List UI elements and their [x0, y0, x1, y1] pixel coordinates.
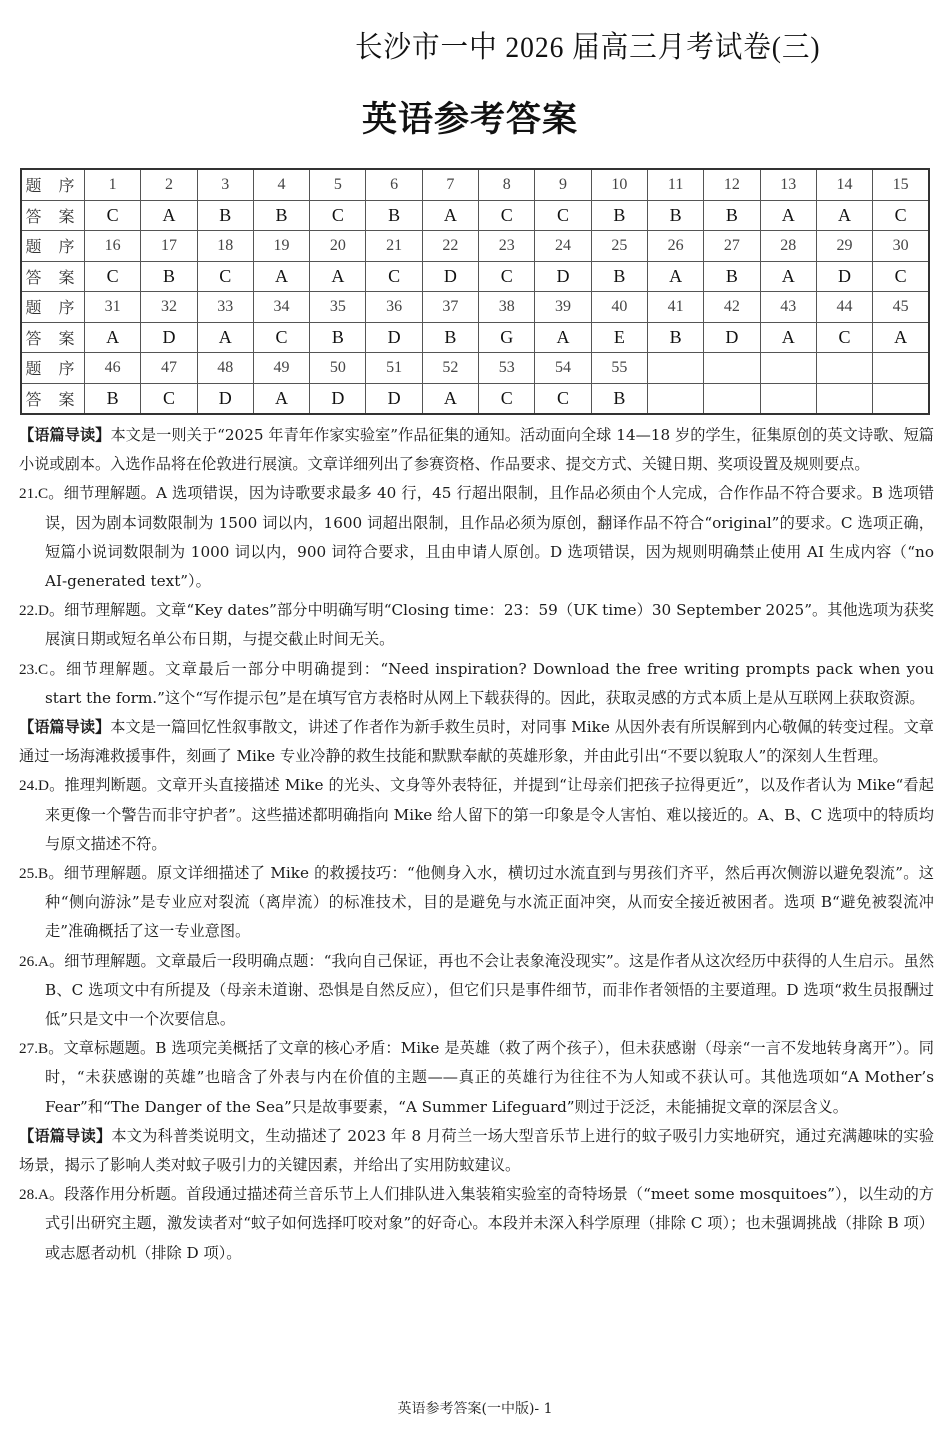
answer-explanation [19, 655, 934, 713]
answer-cell: C [535, 383, 591, 414]
question-answer-label: 23.C。 [19, 660, 67, 678]
guide-text: 本文为科普类说明文，生动描述了 2023 年 8 月荷兰一场大型音乐节上进行的蚊子吸引力实地研究，通过充满趣味的实验场景，揭示了影响人类对蚊子吸引力的关键因素，并给出了实用防蚊建议。 [19, 1126, 935, 1175]
question-number: 55 [591, 353, 647, 384]
question-number: 1 [85, 169, 141, 200]
passage-guide [19, 1122, 934, 1180]
answer-row [21, 200, 929, 231]
answer-cell: C [873, 261, 929, 292]
question-number: 41 [647, 292, 703, 323]
answer-cell: C [816, 322, 872, 353]
answer-cell: A [760, 200, 816, 231]
answer-cell: C [479, 261, 535, 292]
empty-cell [816, 383, 872, 414]
answer-cell: C [85, 200, 141, 231]
answer-cell: C [197, 261, 253, 292]
answer-cell: A [253, 383, 309, 414]
row-label: 答 案 [21, 383, 85, 414]
guide-text: 本文是一则关于“2025 年青年作家实验室”作品征集的通知。活动面向全球 14—18 岁的学生，征集原创的英文诗歌、短篇小说或剧本。入选作品将在伦敦进行展演。文章详细列出了参赛资格、作品要求、提交方式、关键日期、奖项设置及规则要点。 [19, 426, 934, 474]
question-number: 20 [310, 231, 366, 262]
document-title: 英语参考答案 [362, 100, 579, 140]
question-number: 24 [535, 231, 591, 262]
question-number: 43 [760, 292, 816, 323]
question-number: 34 [253, 292, 309, 323]
question-number: 51 [366, 353, 422, 384]
answer-cell: B [85, 383, 141, 414]
answer-cell: D [366, 322, 422, 353]
question-number: 28 [760, 231, 816, 262]
question-number-row [21, 231, 929, 262]
answer-row [21, 383, 929, 414]
answer-cell: C [535, 200, 591, 231]
answer-explanation [19, 1034, 934, 1122]
question-number: 10 [591, 169, 647, 200]
question-number: 6 [366, 169, 422, 200]
answer-cell: A [816, 200, 872, 231]
answer-cell: B [310, 322, 366, 353]
answer-cell: D [141, 322, 197, 353]
answer-cell: A [141, 200, 197, 231]
empty-cell [873, 353, 929, 384]
question-number: 5 [310, 169, 366, 200]
question-number-row [21, 353, 929, 384]
answer-explanation [19, 1180, 934, 1268]
answer-cell: C [366, 261, 422, 292]
answer-cell: B [591, 200, 647, 231]
answer-cell: A [253, 261, 309, 292]
explanation-text: 细节理解题。文章最后一部分中明确提到：“Need inspiration? Download the free writing prompts pack when you start the form.”这个“写作提示包”是在填写官方表格时从网上下载获得的。因此，获取灵感的方式本质上是从互联网上获取资源。 [45, 659, 934, 707]
page-footer: 英语参考答案(一中版)- 1 [397, 1401, 553, 1417]
row-label: 答 案 [21, 322, 85, 353]
explanation-text: 推理判断题。文章开头直接描述 Mike 的光头、文身等外表特征，并提到“让母亲们把孩子拉得更近”，以及作者认为 Mike“看起来更像一个警告而非守护者”。这些描述都明确指向 Mike 给人留下的第一印象是令人害怕、难以接近的。A、B、C 选项中的特质均与原文描述不符。 [45, 776, 934, 853]
question-number: 22 [422, 231, 478, 262]
empty-cell [704, 353, 760, 384]
question-number: 23 [479, 231, 535, 262]
question-number: 11 [647, 169, 703, 200]
answer-cell: B [253, 200, 309, 231]
answer-cell: B [366, 200, 422, 231]
answer-cell: A [647, 261, 703, 292]
question-number: 33 [197, 292, 253, 323]
question-number: 40 [591, 292, 647, 323]
row-label: 题 序 [21, 231, 85, 262]
row-label: 题 序 [21, 292, 85, 323]
explanation-text: 文章标题题。B 选项完美概括了文章的核心矛盾：Mike 是英雄（救了两个孩子），但未获感谢（母亲“一言不发地转身离开”）。同时，“未获感谢的英雄”也暗含了外表与内在价值的主题——真正的英雄行为往往不为人知或不获认可。其他选项如“A Mother’s Fear”和“The Danger of the Sea”只是故事要素，“A Summer Lifeguard”则过于泛泛，未能捕捉文章的深层含义。 [45, 1039, 934, 1116]
question-number: 49 [253, 353, 309, 384]
question-number: 25 [591, 231, 647, 262]
answer-cell: G [479, 322, 535, 353]
answer-cell: C [141, 383, 197, 414]
explanation-text: 细节理解题。原文详细描述了 Mike 的救援技巧：“他侧身入水，横切过水流直到与男孩们齐平，然后再次侧游以避免裂流”。这种“侧向游泳”是专业应对裂流（离岸流）的标准技术，目的是避免与水流正面冲突，从而安全接近被困者。选项 B“避免被裂流冲走”准确概括了这一专业意图。 [45, 864, 934, 941]
answer-cell: E [591, 322, 647, 353]
school-exam-title: 长沙市一中 2026 届高三月考试卷(三) [355, 31, 821, 64]
answer-cell: C [85, 261, 141, 292]
question-number: 52 [422, 353, 478, 384]
question-answer-label: 21.C。 [19, 485, 64, 503]
answer-cell: D [816, 261, 872, 292]
answer-cell: B [704, 261, 760, 292]
question-number: 2 [141, 169, 197, 200]
answer-cell: B [647, 200, 703, 231]
explanation-text: 段落作用分析题。首段通过描述荷兰音乐节上人们排队进入集装箱实验室的奇特场景（“meet some mosquitoes”），以生动的方式引出研究主题，激发读者对“蚊子如何选择叮咬对象”的好奇心。本段并未深入科学原理（排除 C 项）；也未强调挑战（排除 B 项）或志愿者动机（排除 D 项）。 [45, 1185, 934, 1262]
answer-cell: A [760, 261, 816, 292]
answer-row [21, 261, 929, 292]
question-number: 47 [141, 353, 197, 384]
passage-guide [19, 421, 934, 479]
answer-cell: A [310, 261, 366, 292]
question-number: 45 [873, 292, 929, 323]
answer-cell: D [197, 383, 253, 414]
guide-tag: 【语篇导读】 [19, 426, 111, 444]
answer-row [21, 322, 929, 353]
question-number: 36 [366, 292, 422, 323]
answer-cell: A [873, 322, 929, 353]
question-number: 37 [422, 292, 478, 323]
guide-tag: 【语篇导读】 [19, 1126, 112, 1145]
question-number: 14 [816, 169, 872, 200]
guide-tag: 【语篇导读】 [19, 718, 111, 737]
question-answer-label: 28.A。 [19, 1186, 65, 1204]
explanation-text: 细节理解题。文章“Key dates”部分中明确写明“Closing time：23：59（UK time）30 September 2025”。其他选项为获奖展演日期或短名单公布日期，与提交截止时间无关。 [45, 601, 934, 649]
explanation-text: 细节理解题。A 选项错误，因为诗歌要求最多 40 行，45 行超出限制，且作品必须由个人完成，合作作品不符合要求。B 选项错误，因为剧本词数限制为 1500 词以内，1600 词超出限制，且作品必须为原创，翻译作品不符合“original”的要求。C 选项正确，短篇小说词数限制为 1000 词以内，900 词符合要求，且由申请人原创。D 选项错误，因为规则明确禁止使用 AI 生成内容（“no AI-generated text”）。 [45, 484, 934, 591]
answer-cell: D [704, 322, 760, 353]
row-label: 题 序 [21, 353, 85, 384]
question-number: 3 [197, 169, 253, 200]
guide-text: 本文是一篇回忆性叙事散文，讲述了作者作为新手救生员时，对同事 Mike 从因外表有所误解到内心敬佩的转变过程。文章通过一场海滩救援事件，刻画了 Mike 专业冷静的救生技能和默默奉献的英雄形象，并由此引出“不要以貌取人”的深刻人生哲理。 [19, 718, 934, 766]
question-number-row [21, 292, 929, 323]
answer-explanation [19, 947, 934, 1035]
question-answer-label: 24.D。 [19, 777, 65, 795]
question-number: 50 [310, 353, 366, 384]
row-label: 答 案 [21, 200, 85, 231]
question-number: 8 [479, 169, 535, 200]
answer-cell: B [591, 383, 647, 414]
empty-cell [816, 353, 872, 384]
question-number: 15 [873, 169, 929, 200]
answer-cell: A [422, 200, 478, 231]
answer-cell: B [197, 200, 253, 231]
question-number: 18 [197, 231, 253, 262]
question-number: 16 [85, 231, 141, 262]
empty-cell [760, 353, 816, 384]
passage-guide [19, 713, 934, 771]
answer-explanation [19, 596, 934, 654]
question-number: 13 [760, 169, 816, 200]
question-number: 12 [704, 169, 760, 200]
answer-key-table [20, 168, 930, 415]
answer-cell: D [422, 261, 478, 292]
answer-cell: A [535, 322, 591, 353]
answer-cell: A [422, 383, 478, 414]
question-number: 30 [873, 231, 929, 262]
empty-cell [647, 383, 703, 414]
answer-cell: A [197, 322, 253, 353]
question-number: 4 [253, 169, 309, 200]
answer-explanation [19, 479, 934, 596]
answer-cell: B [647, 322, 703, 353]
question-number: 21 [366, 231, 422, 262]
question-answer-label: 26.A。 [19, 952, 65, 970]
question-number: 9 [535, 169, 591, 200]
explanations-body [19, 421, 934, 1268]
question-number: 17 [141, 231, 197, 262]
answer-cell: C [310, 200, 366, 231]
question-number: 27 [704, 231, 760, 262]
empty-cell [647, 353, 703, 384]
empty-cell [704, 383, 760, 414]
question-number: 38 [479, 292, 535, 323]
question-answer-label: 22.D。 [19, 602, 65, 620]
empty-cell [760, 383, 816, 414]
row-label: 题 序 [21, 169, 85, 200]
answer-explanation [19, 859, 934, 947]
question-number: 29 [816, 231, 872, 262]
question-number: 42 [704, 292, 760, 323]
answer-cell: B [704, 200, 760, 231]
question-number: 54 [535, 353, 591, 384]
answer-cell: A [85, 322, 141, 353]
question-number-row [21, 169, 929, 200]
row-label: 答 案 [21, 261, 85, 292]
answer-cell: C [479, 200, 535, 231]
answer-cell: D [310, 383, 366, 414]
question-number: 53 [479, 353, 535, 384]
empty-cell [873, 383, 929, 414]
answer-cell: C [479, 383, 535, 414]
question-number: 19 [253, 231, 309, 262]
answer-cell: D [535, 261, 591, 292]
question-number: 48 [197, 353, 253, 384]
question-number: 7 [422, 169, 478, 200]
answer-cell: B [141, 261, 197, 292]
question-number: 44 [816, 292, 872, 323]
question-number: 46 [85, 353, 141, 384]
question-number: 39 [535, 292, 591, 323]
answer-cell: B [422, 322, 478, 353]
answer-cell: B [591, 261, 647, 292]
explanation-text: 细节理解题。文章最后一段明确点题：“我向自己保证，再也不会让表象淹没现实”。这是作者从这次经历中获得的人生启示。虽然 B、C 选项文中有所提及（母亲未道谢、恐惧是自然反应），但它们只是事件细节，而非作者领悟的主要道理。D 选项“救生员报酬过低”只是文中一个次要信息。 [45, 951, 935, 1029]
question-answer-label: 27.B。 [19, 1040, 64, 1058]
answer-cell: A [760, 322, 816, 353]
question-number: 35 [310, 292, 366, 323]
question-number: 32 [141, 292, 197, 323]
question-number: 31 [85, 292, 141, 323]
answer-cell: D [366, 383, 422, 414]
question-number: 26 [647, 231, 703, 262]
answer-explanation [19, 771, 934, 859]
answer-cell: C [873, 200, 929, 231]
question-answer-label: 25.B。 [19, 865, 64, 883]
answer-cell: C [253, 322, 309, 353]
